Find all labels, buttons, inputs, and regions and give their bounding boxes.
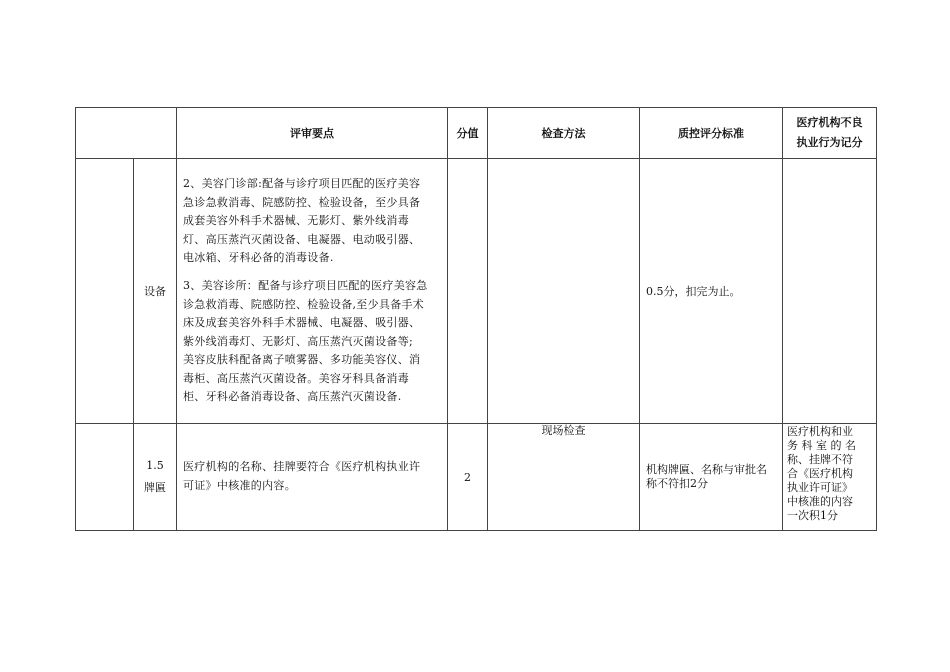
conduct-line: 中核准的内容 (787, 495, 853, 508)
standard-line: 称不符扣2分 (646, 477, 708, 490)
points-line: 可证》中核准的内容。 (183, 479, 296, 492)
standard-line: 机构牌匾、名称与审批名 (646, 463, 767, 476)
header-conduct (783, 108, 877, 159)
conduct-line: 称、挂牌不符 (787, 453, 853, 466)
conduct-line: 执业许可证》 (787, 481, 853, 494)
points-cell (177, 159, 448, 424)
header-conduct-line2: 执业行为记分 (796, 136, 863, 149)
category-cell (76, 159, 134, 424)
category-cell (76, 424, 134, 531)
paragraph-gap (183, 268, 441, 277)
table-header-row (76, 108, 877, 159)
conduct-line: 务 科 室 的 名 (787, 439, 856, 452)
header-score: 分值 (448, 108, 488, 159)
points-line: 灯、高压蒸汽灭菌设备、电凝器、电动吸引器、 (183, 232, 421, 246)
points-line: 医疗机构的名称、挂牌要符合《医疗机构执业许 (183, 460, 421, 474)
points-line: 成套美容外科手术器械、无影灯、紫外线消毒 (183, 214, 409, 228)
header-conduct-line1: 医疗机构不良 (796, 116, 863, 129)
points-line: 2、美容门诊部:配备与诊疗项目匹配的医疗美容 (183, 176, 421, 190)
conduct-line: 医疗机构和业 (787, 425, 853, 438)
conduct-line: 一次积1分 (787, 509, 838, 522)
points-paragraph (183, 175, 441, 268)
points-line: 柜、牙科必备消毒设备、高压蒸汽灭菌设备. (183, 390, 402, 404)
score-cell (448, 159, 488, 424)
conduct-line: 合《医疗机构 (787, 467, 853, 480)
sub-item-name: 牌匾 (144, 481, 166, 494)
points-line: 床及成套美容外科手术器械、电凝器、吸引器、 (183, 316, 421, 330)
points-line: 电冰箱、牙科必备的消毒设备. (183, 251, 334, 265)
points-line: 毒柜、高压蒸汽灭菌设备。美容牙科具备消毒 (183, 371, 409, 385)
sub-item-number: 1.5 (146, 459, 164, 472)
conduct-cell (783, 424, 877, 531)
header-blank-cell (76, 108, 177, 159)
points-cell (177, 424, 448, 531)
standard-cell (640, 424, 783, 531)
evaluation-table (75, 107, 877, 531)
table-row (76, 159, 877, 424)
method-cell (488, 159, 640, 424)
header-standard: 质控评分标准 (640, 108, 783, 159)
method-cell: 现场检查 (488, 424, 640, 531)
points-line: 3、美容诊所：配备与诊疗项目匹配的医疗美容急 (183, 278, 428, 292)
sub-item-cell: 设备 (134, 159, 177, 424)
header-points: 评审要点 (177, 108, 448, 159)
standard-cell: 0.5分，扣完为止。 (640, 159, 783, 424)
score-cell: 2 (448, 424, 488, 531)
points-line: 美容皮肤科配备离子喷雾器、多功能美容仪、消 (183, 353, 421, 367)
conduct-cell (783, 159, 877, 424)
points-line: 紫外线消毒灯、无影灯、高压蒸汽灭菌设备等; (183, 334, 414, 348)
points-line: 诊急救消毒、院感防控、检验设备,至少具备手术 (183, 297, 425, 311)
points-line: 急诊急救消毒、院感防控、检验设备，至少具备 (183, 195, 421, 209)
table-row (76, 424, 877, 531)
points-paragraph (183, 277, 441, 407)
header-method: 检查方法 (488, 108, 640, 159)
sub-item-cell (134, 424, 177, 531)
